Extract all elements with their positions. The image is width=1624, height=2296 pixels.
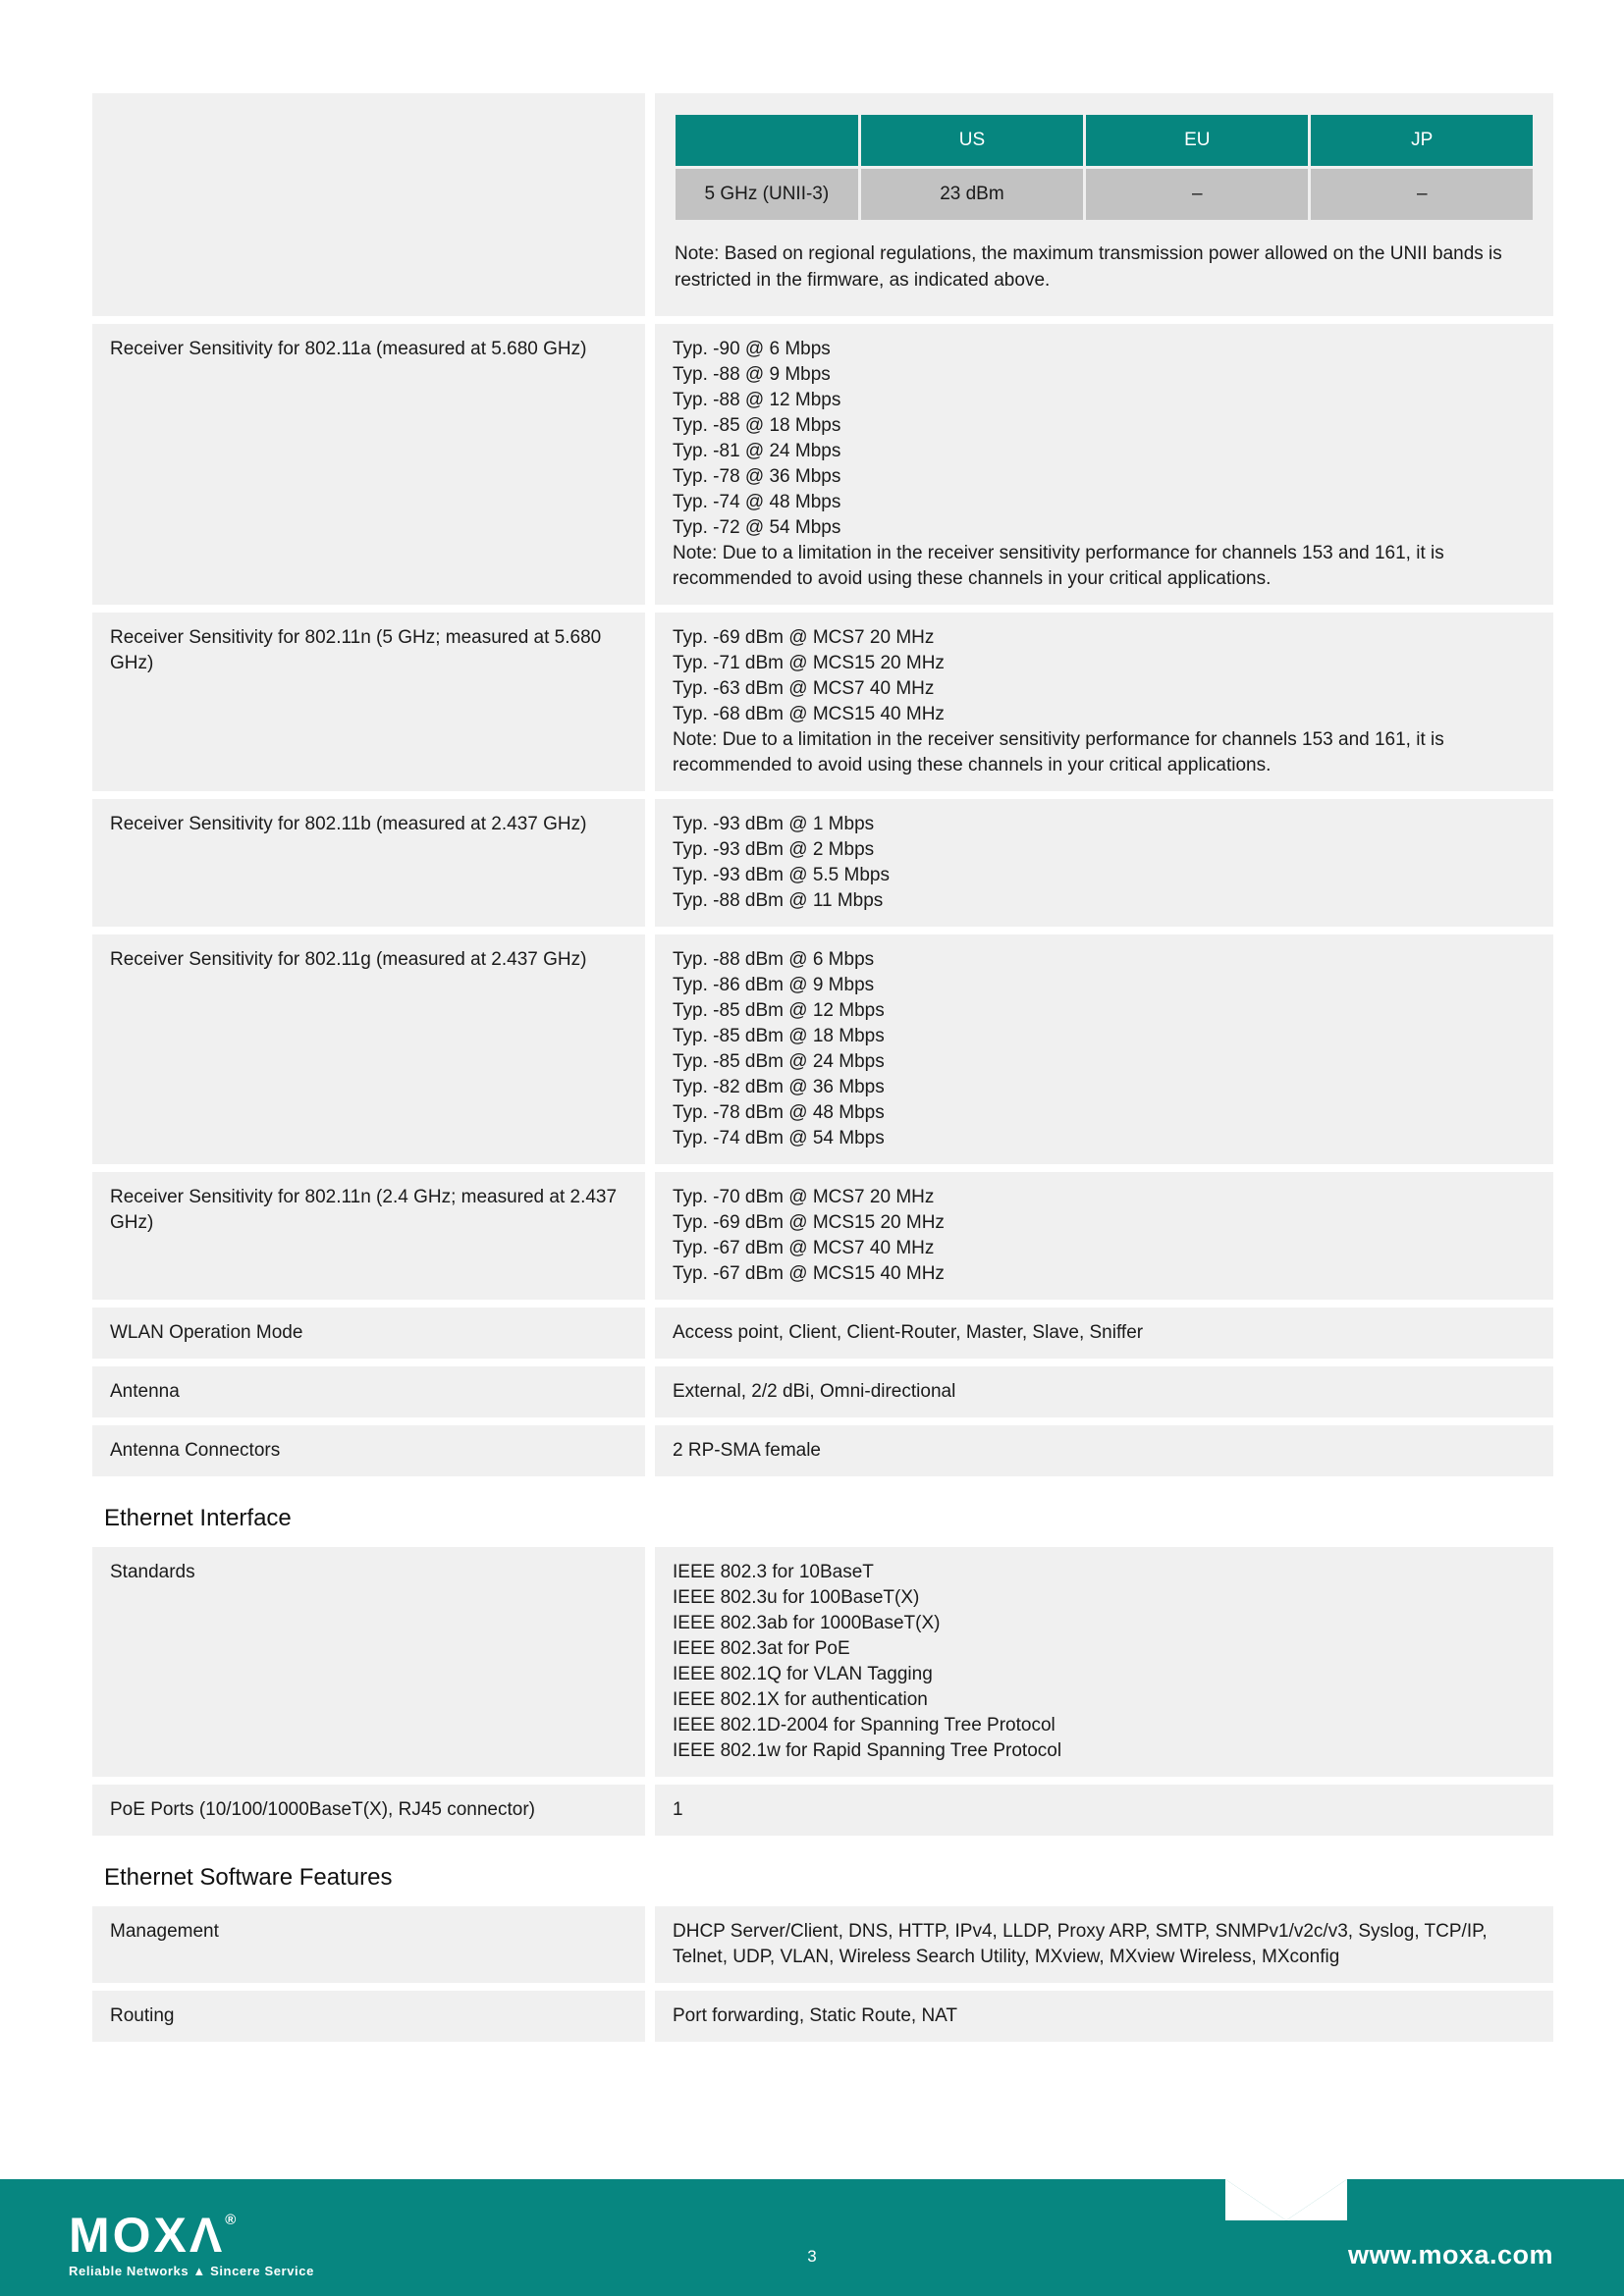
spec-value-cell [655, 1172, 1553, 1300]
spec-label-cell: Antenna Connectors [92, 1425, 645, 1476]
spec-row [92, 324, 1553, 605]
spec-value-line: Typ. -88 @ 12 Mbps [673, 390, 841, 410]
spec-label-cell: Receiver Sensitivity for 802.11a (measured at 5.680 GHz) [92, 324, 645, 605]
spec-value-line: Typ. -90 @ 6 Mbps [673, 339, 831, 359]
spec-label-cell: PoE Ports (10/100/1000BaseT(X), RJ45 connector) [92, 1785, 645, 1836]
spec-row [92, 1172, 1553, 1300]
spec-label-cell [92, 93, 645, 316]
spec-value-line: Typ. -85 dBm @ 24 Mbps [673, 1051, 885, 1072]
moxa-logo [69, 2195, 314, 2278]
spec-label-cell: Routing [92, 1991, 645, 2042]
spec-value-line: Typ. -86 dBm @ 9 Mbps [673, 975, 875, 995]
spec-label-cell: Receiver Sensitivity for 802.11g (measured at 2.437 GHz) [92, 934, 645, 1164]
spec-value-line: Typ. -63 dBm @ MCS7 40 MHz [673, 678, 935, 699]
spec-value-line: IEEE 802.3u for 100BaseT(X) [673, 1587, 920, 1608]
spec-row [92, 93, 1553, 316]
spec-value-line: Typ. -93 dBm @ 1 Mbps [673, 814, 875, 834]
spec-value-cell [655, 1547, 1553, 1777]
power-table-row [676, 169, 1533, 220]
spec-value-cell [655, 613, 1553, 791]
spec-value-line: Access point, Client, Client-Router, Master, Slave, Sniffer [673, 1322, 1144, 1343]
spec-value-line: IEEE 802.1D-2004 for Spanning Tree Protocol [673, 1715, 1056, 1735]
spec-value-cell [655, 324, 1553, 605]
spec-row [92, 613, 1553, 791]
moxa-logo-text: MOXΛ [69, 2208, 226, 2263]
page-number: 3 [807, 2247, 817, 2266]
power-table-value-cell: – [1311, 169, 1533, 220]
spec-value-line: IEEE 802.3at for PoE [673, 1638, 850, 1659]
moxa-logo-tagline: Reliable Networks ▲ Sincere Service [69, 2264, 314, 2278]
spec-value-line: IEEE 802.1Q for VLAN Tagging [673, 1664, 933, 1684]
spec-value-line: Typ. -88 dBm @ 11 Mbps [673, 890, 884, 911]
spec-value-line: Typ. -72 @ 54 Mbps [673, 517, 841, 538]
spec-label-cell: WLAN Operation Mode [92, 1308, 645, 1359]
spec-row [92, 1991, 1553, 2042]
spec-value-line: Typ. -69 dBm @ MCS15 20 MHz [673, 1212, 945, 1233]
power-table-region-header: EU [1086, 115, 1308, 166]
spec-label-cell: Receiver Sensitivity for 802.11n (5 GHz; measured at 5.680 GHz) [92, 613, 645, 791]
spec-label-cell: Antenna [92, 1366, 645, 1417]
section-heading: Ethernet Interface [104, 1505, 292, 1531]
spec-label-cell: Standards [92, 1547, 645, 1777]
spec-value-line: 2 RP-SMA female [673, 1440, 821, 1461]
spec-value-cell [655, 1425, 1553, 1476]
power-table-value-cell: – [1086, 169, 1308, 220]
spec-value-line: Typ. -81 @ 24 Mbps [673, 441, 841, 461]
power-table-value-cell: 23 dBm [861, 169, 1083, 220]
spec-row [92, 1547, 1553, 1777]
spec-value-line: IEEE 802.1X for authentication [673, 1689, 928, 1710]
spec-value-line: Typ. -78 dBm @ 48 Mbps [673, 1102, 885, 1123]
spec-value-line: Typ. -85 dBm @ 18 Mbps [673, 1026, 885, 1046]
moxa-logo-wordmark [69, 2195, 314, 2261]
spec-value-line: Typ. -74 @ 48 Mbps [673, 492, 841, 512]
spec-value-line: Typ. -68 dBm @ MCS15 40 MHz [673, 704, 945, 724]
spec-value-cell [655, 1906, 1553, 1983]
section-heading: Ethernet Software Features [104, 1864, 393, 1891]
power-table-note: Note: Based on regional regulations, the maximum transmission power allowed on the UNII bands is restricted in the firmware, as indicated above. [675, 243, 1502, 291]
spec-label-cell: Receiver Sensitivity for 802.11n (2.4 GHz; measured at 2.437 GHz) [92, 1172, 645, 1300]
spec-row [92, 1308, 1553, 1359]
spec-value-line: Typ. -93 dBm @ 5.5 Mbps [673, 865, 890, 885]
power-table-corner-cell [676, 115, 858, 166]
spec-label-cell: Receiver Sensitivity for 802.11b (measured at 2.437 GHz) [92, 799, 645, 927]
spec-value-line: Typ. -71 dBm @ MCS15 20 MHz [673, 653, 945, 673]
spec-value-line: Typ. -67 dBm @ MCS7 40 MHz [673, 1238, 935, 1258]
spec-value-line: IEEE 802.1w for Rapid Spanning Tree Protocol [673, 1740, 1062, 1761]
spec-value-line: External, 2/2 dBi, Omni-directional [673, 1381, 956, 1402]
spec-value-line: DHCP Server/Client, DNS, HTTP, IPv4, LLDP, Proxy ARP, SMTP, SNMPv1/v2c/v3, Syslog, TCP/IP, Telnet, UDP, VLAN, Wireless Search Utility, MXview, MXview Wireless, MXconfig [673, 1921, 1488, 1967]
spec-value-line: IEEE 802.3 for 10BaseT [673, 1562, 874, 1582]
spec-value-line: Typ. -74 dBm @ 54 Mbps [673, 1128, 885, 1148]
regional-power-table [673, 112, 1536, 223]
spec-note-line: Note: Due to a limitation in the receiver sensitivity performance for channels 153 and 161, it is recommended to avoid using these channels in your critical applications. [673, 543, 1444, 589]
spec-value-line: Typ. -82 dBm @ 36 Mbps [673, 1077, 885, 1097]
spec-value-cell [655, 93, 1553, 316]
spec-value-line: Typ. -93 dBm @ 2 Mbps [673, 839, 875, 860]
spec-label-cell: Management [92, 1906, 645, 1983]
spec-row [92, 1906, 1553, 1983]
spec-value-line: Typ. -70 dBm @ MCS7 20 MHz [673, 1187, 935, 1207]
spec-row [92, 1366, 1553, 1417]
power-table-region-header: US [861, 115, 1083, 166]
spec-value-line: Typ. -85 dBm @ 12 Mbps [673, 1000, 885, 1021]
spec-value-line: 1 [673, 1799, 683, 1820]
spec-value-line: Typ. -88 @ 9 Mbps [673, 364, 831, 385]
spec-value-cell [655, 934, 1553, 1164]
regional-power-table-wrap [673, 106, 1536, 303]
spec-value-line: Typ. -69 dBm @ MCS7 20 MHz [673, 627, 935, 648]
spec-value-cell [655, 1785, 1553, 1836]
spec-row [92, 934, 1553, 1164]
moxa-website-link[interactable]: www.moxa.com [1347, 2240, 1553, 2269]
spec-value-cell [655, 799, 1553, 927]
spec-value-cell [655, 1308, 1553, 1359]
registered-trademark-icon: ® [225, 2212, 237, 2228]
spec-row [92, 1425, 1553, 1476]
spec-value-line: Port forwarding, Static Route, NAT [673, 2005, 958, 2026]
power-table-region-header: JP [1311, 115, 1533, 166]
spec-list [92, 93, 1553, 2050]
spec-value-line: Typ. -85 @ 18 Mbps [673, 415, 841, 436]
spec-value-line: IEEE 802.3ab for 1000BaseT(X) [673, 1613, 941, 1633]
spec-note-line: Note: Due to a limitation in the receiver sensitivity performance for channels 153 and 161, it is recommended to avoid using these channels in your critical applications. [673, 729, 1444, 775]
spec-value-line: Typ. -78 @ 36 Mbps [673, 466, 841, 487]
spec-value-line: Typ. -88 dBm @ 6 Mbps [673, 949, 875, 970]
footer-notch-decoration [1225, 2179, 1347, 2220]
power-table-band-cell: 5 GHz (UNII-3) [676, 169, 858, 220]
spec-value-cell [655, 1366, 1553, 1417]
spec-value-line: Typ. -67 dBm @ MCS15 40 MHz [673, 1263, 945, 1284]
page-footer [0, 2179, 1624, 2296]
spec-row [92, 1785, 1553, 1836]
spec-value-cell [655, 1991, 1553, 2042]
spec-row [92, 799, 1553, 927]
